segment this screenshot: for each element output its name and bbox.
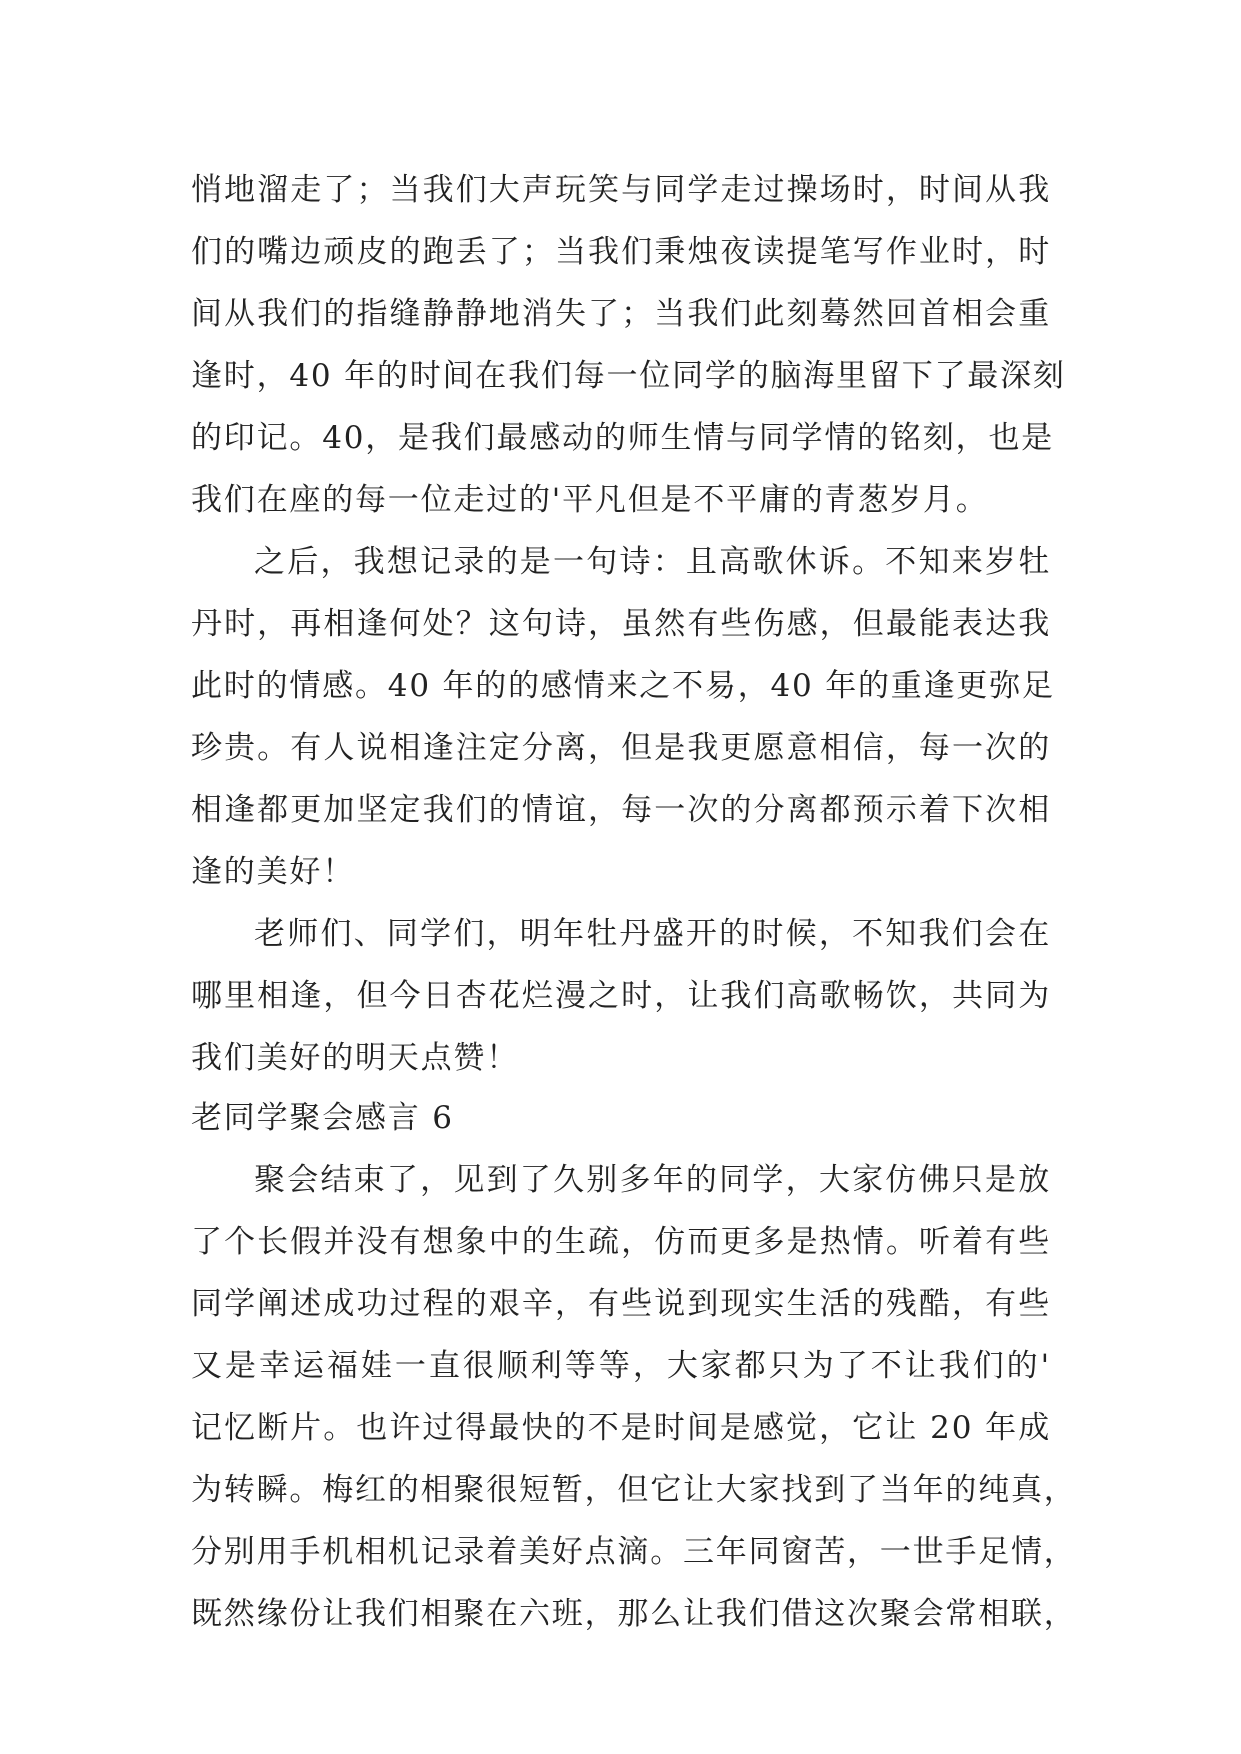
text-line: 珍贵。有人说相逢注定分离，但是我更愿意相信，每一次的 bbox=[191, 730, 1051, 766]
text-line: 相逢都更加坚定我们的情谊，每一次的分离都预示着下次相 bbox=[191, 792, 1051, 828]
text-line: 分别用手机相机记录着美好点滴。三年同窗苦，一世手足情， bbox=[191, 1534, 1077, 1570]
text-line: 哪里相逢，但今日杏花烂漫之时，让我们高歌畅饮，共同为 bbox=[191, 978, 1051, 1014]
paragraph-first-line: 老师们、同学们，明年牡丹盛开的时候，不知我们会在 bbox=[254, 916, 1051, 952]
text-line: 我们美好的明天点赞！ bbox=[191, 1040, 519, 1076]
text-line: 逢时，40 年的时间在我们每一位同学的脑海里留下了最深刻 bbox=[191, 358, 1066, 394]
text-line: 们的嘴边顽皮的跑丢了；当我们秉烛夜读提笔写作业时，时 bbox=[191, 234, 1051, 270]
text-line: 此时的情感。40 年的的感情来之不易，40 年的重逢更弥足 bbox=[191, 668, 1055, 704]
text-line: 记忆断片。也许过得最快的不是时间是感觉，它让 20 年成 bbox=[191, 1410, 1051, 1446]
text-line: 同学阐述成功过程的艰辛，有些说到现实生活的残酷，有些 bbox=[191, 1286, 1051, 1322]
text-line: 丹时，再相逢何处？这句诗，虽然有些伤感，但最能表达我 bbox=[191, 606, 1051, 642]
text-line: 了个长假并没有想象中的生疏，仿而更多是热情。听着有些 bbox=[191, 1224, 1051, 1260]
text-line: 悄地溜走了；当我们大声玩笑与同学走过操场时，时间从我 bbox=[191, 172, 1051, 208]
text-line: 既然缘份让我们相聚在六班，那么让我们借这次聚会常相联， bbox=[191, 1596, 1077, 1632]
text-line: 逢的美好！ bbox=[191, 854, 355, 890]
text-line: 我们在座的每一位走过的'平凡但是不平庸的青葱岁月。 bbox=[191, 482, 989, 518]
paragraph-first-line: 聚会结束了，见到了久别多年的同学，大家仿佛只是放 bbox=[254, 1162, 1051, 1198]
text-line: 为转瞬。梅红的相聚很短暂，但它让大家找到了当年的纯真， bbox=[191, 1472, 1077, 1508]
text-line: 间从我们的指缝静静地消失了；当我们此刻蓦然回首相会重 bbox=[191, 296, 1051, 332]
text-line: 的印记。40，是我们最感动的师生情与同学情的铭刻，也是 bbox=[191, 420, 1055, 456]
paragraph-first-line: 之后，我想记录的是一句诗：且高歌休诉。不知来岁牡 bbox=[254, 544, 1051, 580]
text-line: 又是幸运福娃一直很顺利等等，大家都只为了不让我们的' bbox=[191, 1348, 1051, 1384]
section-heading: 老同学聚会感言 6 bbox=[191, 1100, 454, 1136]
